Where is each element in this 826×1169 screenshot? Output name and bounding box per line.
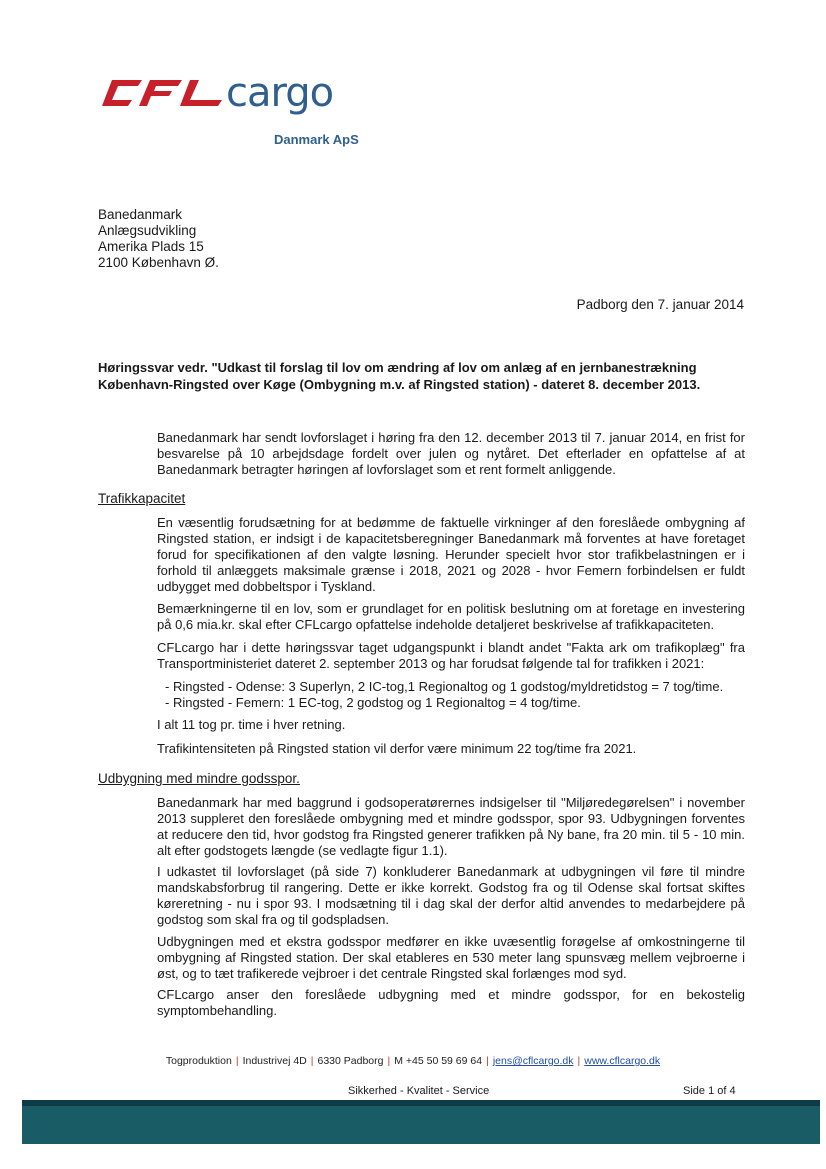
recipient-line: Banedanmark xyxy=(98,207,183,222)
subject-line: København-Ringsted over Køge (Ombygning m.v. af Ringsted station) - dateret 8. december 2013. xyxy=(98,377,701,392)
footer-separator: | xyxy=(235,1055,239,1067)
paragraph: CFLcargo anser den foreslåede udbygning med et mindre godsspor, for en bekostelig symptombehandling. xyxy=(157,987,745,1018)
page-number: Side 1 of 4 xyxy=(683,1085,736,1097)
paragraph: Trafikintensiteten på Ringsted station vil derfor være minimum 22 tog/time fra 2021. xyxy=(157,741,637,756)
footer-web-link[interactable]: www.cflcargo.dk xyxy=(584,1055,661,1067)
footer-phone: M +45 50 59 69 64 xyxy=(394,1055,483,1067)
paragraph: I udkastet til lovforslaget (på side 7) konkluderer Banedanmark at udbygningen vil føre til mindre mandskabsforbrug til rangering. Dette er ikke korrekt. Godstog fra og til Odense skal fortsat skiftes køreretning - nu i spor 93. I modsætning til i dag skal der derfor altid anvendes to medarbejdere på godstog som skal fra og til godspladsen. xyxy=(157,864,745,927)
recipient-line: 2100 København Ø. xyxy=(98,255,219,270)
footer-email-link[interactable]: jens@cflcargo.dk xyxy=(492,1055,574,1067)
company-subtitle: Danmark ApS xyxy=(274,132,359,147)
list-item: - Ringsted - Odense: 3 Superlyn, 2 IC-tog,1 Regionaltog og 1 godstog/myldretidstog = 7 tog/time. xyxy=(165,679,724,694)
cfl-logo-mark-icon xyxy=(98,76,228,116)
letter-date: Padborg den 7. januar 2014 xyxy=(576,297,744,312)
subject-line: Høringssvar vedr. "Udkast til forslag til lov om ændring af lov om anlæg af en jernbanestrækning xyxy=(98,360,697,375)
footer-separator: | xyxy=(310,1055,314,1067)
footer-contact xyxy=(0,1055,826,1067)
recipient-address xyxy=(98,207,219,271)
paragraph: Udbygningen med et ekstra godsspor medfører en ikke uvæsentlig forøgelse af omkostningerne til ombygning af Ringsted station. Der skal etableres en 530 meter lang spunsvæg mellem vejbroerne i øst, og to tæt trafikerede vejbroer i det centrale Ringsted skal forlænges mod syd. xyxy=(157,934,745,981)
recipient-line: Amerika Plads 15 xyxy=(98,239,204,254)
footer-band-edge xyxy=(22,1100,820,1106)
section-heading-trafikkapacitet: Trafikkapacitet xyxy=(98,491,186,506)
footer-dept: Togproduktion xyxy=(165,1055,232,1067)
letter-subject xyxy=(98,359,748,393)
company-logo xyxy=(98,70,368,150)
list-item: - Ringsted - Femern: 1 EC-tog, 2 godstog og 1 Regionaltog = 4 tog/time. xyxy=(165,695,581,710)
paragraph: Banedanmark har med baggrund i godsoperatørernes indsigelser til "Miljøredegørelsen" i november 2013 suppleret den foreslåede ombygning med et mindre godsspor, spor 93. Udbygningen forventes at reducere den tid, hvor godstog fra Ringsted generer trafikken på Ny bane, fra 20 min. til 5 - 10 min. alt efter godstogets længde (se vedlagte figur 1.1). xyxy=(157,795,745,858)
footer-separator: | xyxy=(387,1055,391,1067)
footer-separator: | xyxy=(486,1055,489,1067)
footer-band xyxy=(22,1100,820,1144)
logo-cargo-text: cargo xyxy=(226,70,334,116)
paragraph: En væsentlig forudsætning for at bedømme de faktuelle virkninger af den foreslåede ombygning af Ringsted station, er indsigt i de kapacitetsberegninger Banedanmark må forventes at have foretaget forud for specifikationen af den valgte løsning. Herunder specielt hvor stor trafikbelastningen er i forhold til anlæggets maksimale grænse i 2018, 2021 og 2028 - hvor Femern forbindelsen er fuldt udbygget med dobbeltspor i Tyskland. xyxy=(157,515,745,594)
recipient-line: Anlægsudvikling xyxy=(98,223,197,238)
paragraph: CFLcargo har i dette høringssvar taget udgangspunkt i blandt andet "Fakta ark om trafikoplæg" fra Transportministeriet dateret 2. september 2013 og har forudsat følgende tal for trafikken i 2021: xyxy=(157,640,745,671)
paragraph: Bemærkningerne til en lov, som er grundlaget for en politisk beslutning om at foretage en investering på 0,6 mia.kr. skal efter CFLcargo opfattelse indeholde detaljeret beskrivelse af trafikkapaciteten. xyxy=(157,601,745,632)
footer-city: 6330 Padborg xyxy=(317,1055,384,1067)
footer-separator: | xyxy=(577,1055,581,1067)
intro-paragraph: Banedanmark har sendt lovforslaget i høring fra den 12. december 2013 til 7. januar 2014, en frist for besvarelse på 10 arbejdsdage fordelt over julen og nytåret. Det efterlader en opfattelse af at Banedanmark betragter høringen af lovforslaget som et rent formelt anliggende. xyxy=(157,430,745,477)
section-heading-udbygning: Udbygning med mindre godsspor. xyxy=(98,771,300,786)
footer-tagline: Sikkerhed - Kvalitet - Service xyxy=(348,1085,490,1097)
paragraph: I alt 11 tog pr. time i hver retning. xyxy=(157,717,346,732)
footer-street: Industrivej 4D xyxy=(242,1055,307,1067)
